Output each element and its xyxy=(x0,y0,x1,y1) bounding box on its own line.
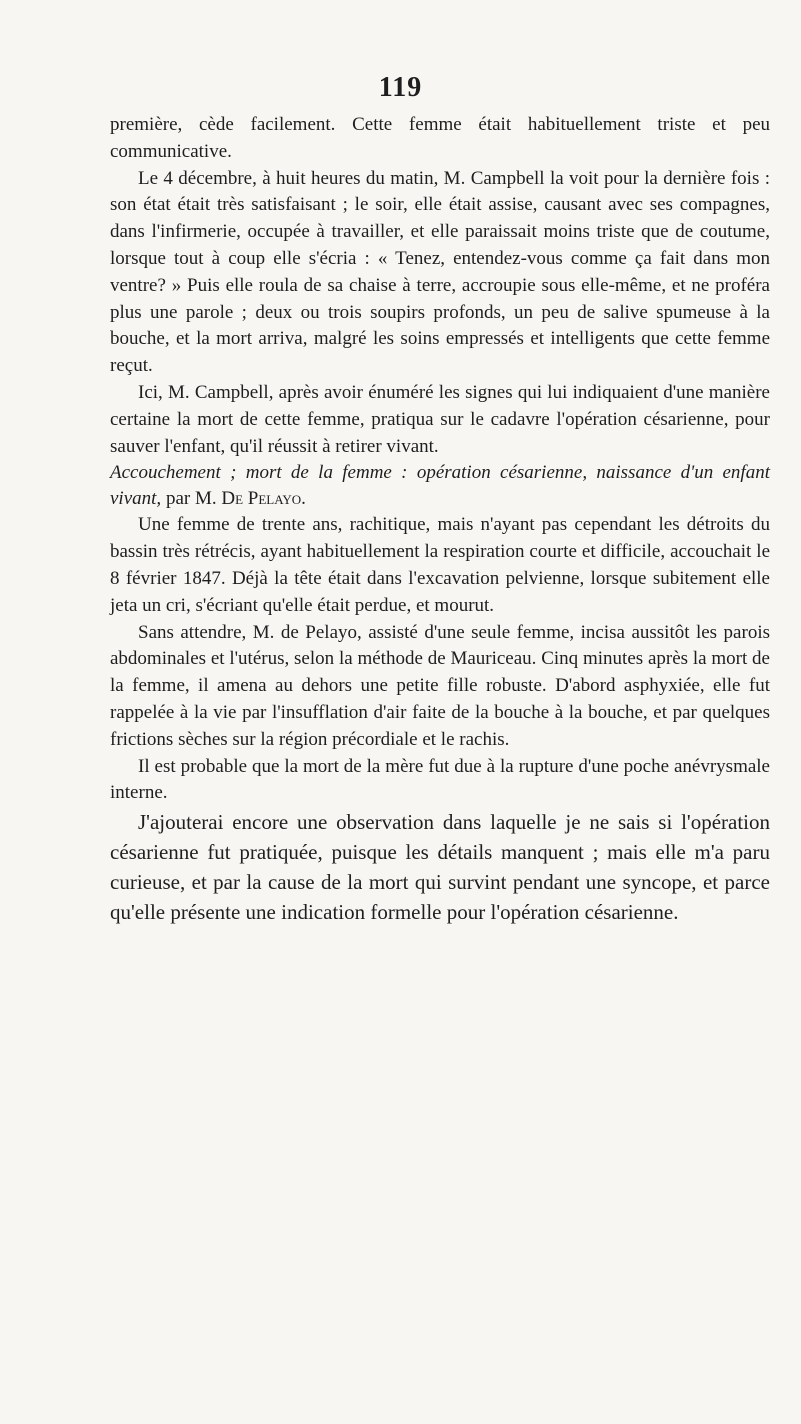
paragraph-5: Sans attendre, M. de Pelayo, assisté d'une seule femme, incisa aussitôt les parois abdominales et l'utérus, selon la méthode de Mauriceau. Cinq minutes après la mort de la femme, il amena au dehors une petite fille robuste. D'abord asphyxiée, elle fut rappelée à la vie par l'insufflation d'air faite de la bouche à la bouche, et par quelques frictions sèches sur la région précordiale et le rachis. xyxy=(110,621,770,750)
page-number: 119 xyxy=(378,72,423,103)
section-heading xyxy=(110,460,770,512)
author-prefix: par M. xyxy=(161,488,222,510)
paragraph-6: Il est probable que la mort de la mère fut due à la rupture d'une poche anévrysmale interne. xyxy=(110,755,770,804)
closing-paragraph: J'ajouterai encore une observation dans laquelle je ne sais si l'opération césarienne fut pratiquée, puisque les détails manquent ; mais elle m'a paru curieuse, et par la cause de la mort qui survint pendant une syncope, et parce qu'elle présente une indication formelle pour l'opération césarienne. xyxy=(110,810,770,925)
section-title: Accouchement ; mort de la femme : opération césarienne, naissance d'un enfant vivant, xyxy=(110,462,770,510)
paragraph-2: Le 4 décembre, à huit heures du matin, M. Campbell la voit pour la dernière fois : son état était très satisfaisant ; le soir, elle était assise, causant avec ses compagnes, dans l'infirmerie, occupée à travailler, et elle paraissait moins triste que de coutume, lorsque tout à coup elle s'écria : « Tenez, entendez-vous comme ça fait dans mon ventre? » Puis elle roula de sa chaise à terre, accroupie sous elle-même, et ne proféra plus une parole ; deux ou trois soupirs profonds, un peu de salive spumeuse à la bouche, et la mort arriva, malgré les soins empressés et intelligents que cette femme reçut. xyxy=(110,167,770,377)
author-name: De Pelayo. xyxy=(221,488,306,510)
body-text xyxy=(110,112,770,927)
paragraph-3: Ici, M. Campbell, après avoir énuméré les signes qui lui indiquaient d'une manière certaine la mort de cette femme, pratiqua sur le cadavre l'opération césarienne, pour sauver l'enfant, qu'il réussit à retirer vivant. xyxy=(110,381,770,457)
paragraph-4: Une femme de trente ans, rachitique, mais n'ayant pas cependant les détroits du bassin très rétrécis, ayant habituellement la respiration courte et difficile, accouchait le 8 février 1847. Déjà la tête était dans l'excavation pelvienne, lorsque subitement elle jeta un cri, s'écriant qu'elle était perdue, et mourut. xyxy=(110,514,770,616)
paragraph-1: première, cède facilement. Cette femme était habituellement triste et peu communicative. xyxy=(110,114,770,162)
